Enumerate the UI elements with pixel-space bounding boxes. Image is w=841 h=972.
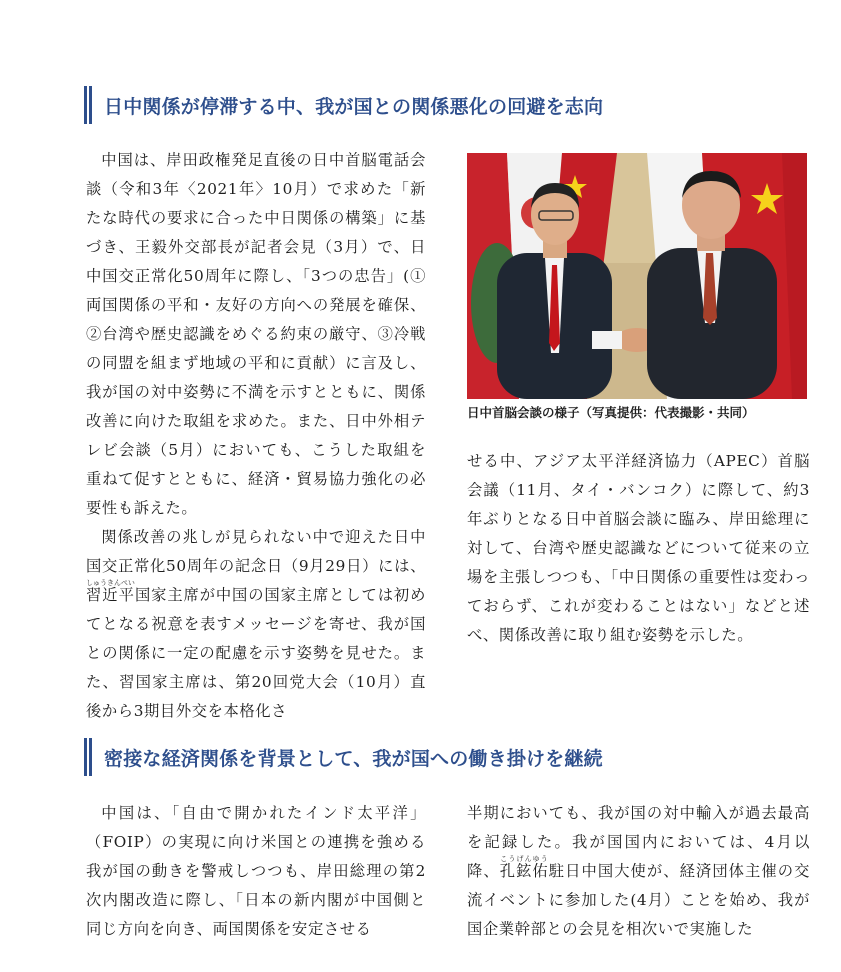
section1-heading <box>84 86 603 124</box>
section2-heading <box>84 738 603 776</box>
ruby-kong-xuanyou: 孔鉉佑こうげんゆう <box>499 855 549 880</box>
heading-accent-bar <box>84 738 92 776</box>
section2-title: 密接な経済関係を背景として、我が国への働き掛けを継続 <box>104 747 603 770</box>
ruby-xi-jinping: 習近平しゅうきんぺい <box>86 579 135 604</box>
heading-accent-bar <box>84 86 92 124</box>
section2-right-column <box>467 799 810 938</box>
section2-left-column <box>86 799 426 938</box>
summit-photo <box>467 153 807 399</box>
section2-right-paragraph: 半期においても、我が国の対中輸入が過去最高を記録した。我が国国内においては、4月以降、孔鉉佑こうげんゆう駐日中国大使が、経済団体主催の交流イベントに参加した(4月）ことを始め、我が国企業幹部との会見を相次いで実施した <box>467 804 810 938</box>
section1-right-column <box>467 447 810 679</box>
section1-left-paragraph-2: 関係改善の兆しが見られない中で迎えた日中国交正常化50周年の記念日（9月29日）には、習近平しゅうきんぺい国家主席が中国の国家主席としては初めてとなる祝意を表すメッセージを寄せ、我が国との関係に一定の配慮を示す姿勢を見せた。また、習国家主席は、第20回党大会（10月）直後から3期目外交を本格化さ <box>86 528 426 720</box>
section1-left-column <box>86 146 426 720</box>
summit-photo-illustration <box>467 153 807 399</box>
photo-caption: 日中首脳会談の様子（写真提供：代表撮影・共同） <box>467 405 755 420</box>
section1-left-paragraph-1: 中国は、岸田政権発足直後の日中首脳電話会談（令和3年〈2021年〉10月）で求めた「新たな時代の要求に合った中日関係の構築」に基づき、王毅外交部長が記者会見（3月）で、日中国交正常化50周年に際し、「3つの忠告」(①両国関係の平和・友好の方向への発展を確保、②台湾や歴史認識をめぐる約束の厳守、③冷戦の同盟を組まず地域の平和に貢献）に言及し、我が国の対中姿勢に不満を示すとともに、関係改善に向けた取組を求めた。また、日中外相テレビ会談（5月）においても、こうした取組を重ねて促すとともに、経済・貿易協力強化の必要性も訴えた。 <box>86 151 426 517</box>
section2-left-paragraph: 中国は、「自由で開かれたインド太平洋」（FOIP）の実現に向け米国との連携を強める我が国の動きを警戒しつつも、岸田総理の第2次内閣改造に際し、「日本の新内閣が中国側と同じ方向を向き、両国関係を安定させる <box>86 804 426 938</box>
section1-right-paragraph: せる中、アジア太平洋経済協力（APEC）首脳会議（11月、タイ・バンコク）に際して、約3年ぶりとなる日中首脳会談に臨み、岸田総理に対して、台湾や歴史認識などについて従来の立場を主張しつつも、「中日関係の重要性は変わっておらず、これが変わることはない」などと述べ、関係改善に取り組む姿勢を示した。 <box>467 452 810 644</box>
section1-title: 日中関係が停滞する中、我が国との関係悪化の回避を志向 <box>104 95 604 118</box>
